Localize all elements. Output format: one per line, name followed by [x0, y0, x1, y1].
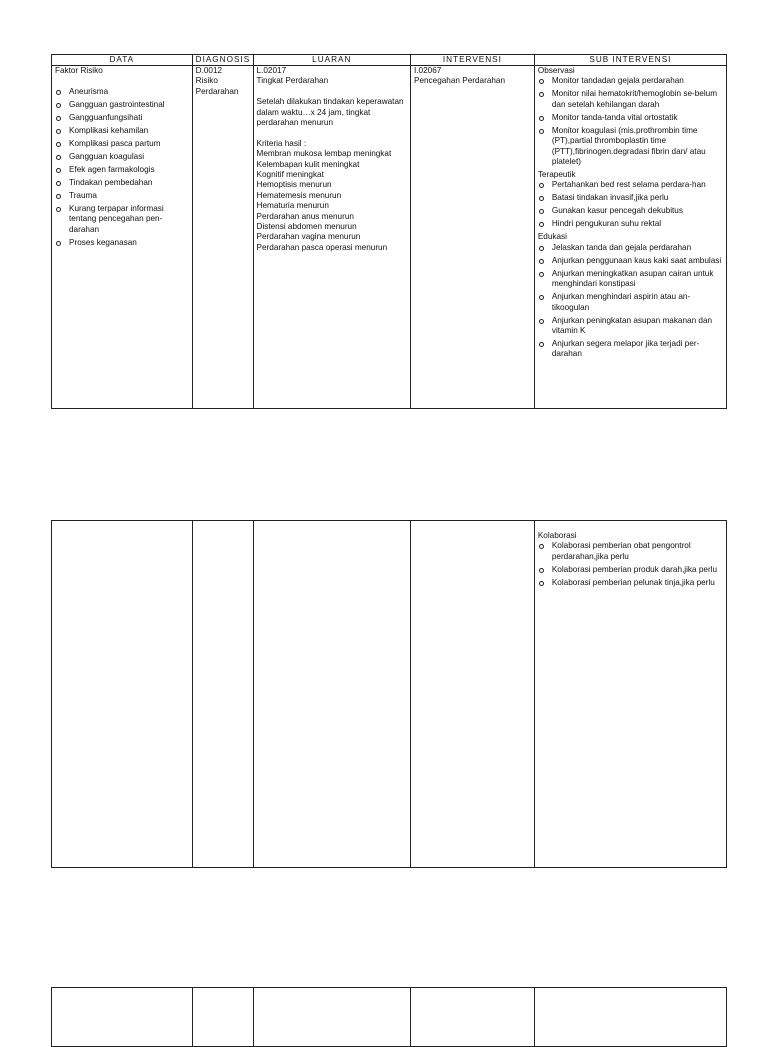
criteria-item: Perdarahan vagina menurun	[256, 232, 361, 242]
header-diagnosis: DIAGNOSIS	[192, 55, 253, 66]
list-item: Gangguan koagulasi	[55, 152, 189, 162]
list-item: Monitor tandadan gejala perdarahan	[538, 76, 723, 86]
table-header-row	[52, 55, 727, 66]
data-cell	[52, 988, 193, 1047]
list-item: Gunakan kasur pencegah dekubitus	[538, 206, 723, 216]
list-item: Hindri pengukuran suhu rektal	[538, 219, 723, 229]
terapeutik-label: Terapeutik	[537, 170, 576, 180]
list-item: Anjurkan penggunaan kaus kaki saat ambulasi	[538, 256, 723, 266]
criteria-item: Kognitif meningkat	[256, 170, 324, 180]
list-item: Anjurkan meningkatkan asupan cairan untuk menghindari konstipasi	[538, 269, 723, 290]
edukasi-list	[538, 243, 723, 360]
list-item: Batasi tindakan invasif,jika perlu	[538, 193, 723, 203]
list-item: Jelaskan tanda dan gejala perdarahan	[538, 243, 723, 253]
list-item: Kolaborasi pemberian produk darah,jika perlu	[538, 565, 723, 575]
diagnosis-code: D.0012	[195, 66, 223, 75]
luaran-cell	[253, 988, 410, 1047]
sub-intervensi-cell	[534, 66, 726, 409]
intervensi-cell	[410, 66, 534, 409]
diagnosis-line-2: Perdarahan	[195, 86, 239, 96]
criteria-label: Kriteria hasil :	[256, 138, 307, 148]
criteria-item: Membran mukosa lembap meningkat	[256, 149, 392, 159]
list-item: Kurang terpapar informasi tentang pencegahan pen-darahan	[55, 204, 189, 235]
kolaborasi-label: Kolaborasi	[537, 531, 577, 540]
sub-intervensi-cell	[534, 521, 726, 868]
sub-intervensi-cell	[534, 988, 726, 1047]
list-item: Proses keganasan	[55, 238, 189, 248]
risk-factor-list	[55, 87, 189, 248]
kolaborasi-list	[538, 541, 723, 588]
list-item: Gangguanfungsihati	[55, 113, 189, 123]
list-item: Gangguan gastrointestinal	[55, 100, 189, 110]
list-item: Monitor tanda-tanda vital ortostatik	[538, 113, 723, 123]
care-plan-table-2	[51, 520, 727, 868]
list-item: Monitor nilai hematokrit/hemoglobin se-belum dan setelah kehilangan darah	[538, 89, 723, 110]
criteria-item: Perdarahan anus menurun	[256, 211, 354, 221]
intervensi-cell	[410, 988, 534, 1047]
intervensi-code: I.02067	[413, 66, 442, 75]
criteria-item: Hematemesis menurun	[256, 190, 342, 200]
observasi-label: Observasi	[537, 66, 575, 75]
header-luaran: LUARAN	[253, 55, 410, 66]
table-row	[52, 988, 727, 1047]
list-item: Kolaborasi pemberian pelunak tinja,jika perlu	[538, 578, 723, 588]
list-item: Tindakan pembedahan	[55, 178, 189, 188]
list-item: Pertahankan bed rest selama perdara-han	[538, 180, 723, 190]
list-item: Anjurkan peningkatan asupan makanan dan vitamin K	[538, 316, 723, 337]
observasi-list	[538, 76, 723, 167]
list-item: Komplikasi kehamilan	[55, 126, 189, 136]
list-item: Anjurkan menghindari aspirin atau an-tikoogulan	[538, 292, 723, 313]
diagnosis-line-1: Risiko	[195, 76, 218, 86]
care-plan-table-3	[51, 987, 727, 1047]
list-item: Anjurkan segera melapor jika terjadi per-darahan	[538, 339, 723, 360]
list-item: Efek agen farmakologis	[55, 165, 189, 175]
list-item: Komplikasi pasca partum	[55, 139, 189, 149]
luaran-intro: Setelah dilakukan tindakan keperawatan dalam waktu…x 24 jam, tingkat perdarahan menurun	[256, 97, 404, 128]
header-sub-intervensi: SUB INTERVENSI	[534, 55, 726, 66]
criteria-item: Distensi abdomen menurun	[256, 222, 357, 232]
luaran-code: L.02017	[256, 66, 287, 75]
edukasi-label: Edukasi	[537, 232, 567, 242]
intervensi-cell	[410, 521, 534, 868]
luaran-title: Tingkat Perdarahan	[256, 76, 329, 86]
criteria-item: Hematuria menurun	[256, 201, 329, 211]
list-item: Trauma	[55, 191, 189, 201]
criteria-item: Perdarahan pasca operasi menurun	[256, 242, 388, 252]
care-plan-table-1	[51, 54, 727, 409]
list-item: Aneurisma	[55, 87, 189, 97]
diagnosis-cell	[192, 521, 253, 868]
intervensi-title: Pencegahan Perdarahan	[413, 76, 506, 86]
luaran-cell	[253, 521, 410, 868]
terapeutik-list	[538, 180, 723, 229]
diagnosis-cell	[192, 988, 253, 1047]
list-item: Monitor koagulasi (mis.prothrombin time (PT),partial thromboplastin time (PTT),fibrinogen.degradasi fibrin dan/ atau platelet)	[538, 126, 723, 168]
criteria-item: Kelembapan kulit meningkat	[256, 159, 360, 169]
header-data: DATA	[52, 55, 193, 66]
list-item: Kolaborasi pemberian obat pengontrol perdarahan,jika perlu	[538, 541, 723, 562]
table-row	[52, 521, 727, 868]
diagnosis-cell	[192, 66, 253, 409]
table-row	[52, 66, 727, 409]
criteria-item: Hemoptisis menurun	[256, 180, 332, 190]
header-intervensi: INTERVENSI	[410, 55, 534, 66]
data-cell	[52, 521, 193, 868]
risk-factor-title: Faktor Risiko	[55, 66, 103, 75]
data-cell	[52, 66, 193, 409]
luaran-cell	[253, 66, 410, 409]
